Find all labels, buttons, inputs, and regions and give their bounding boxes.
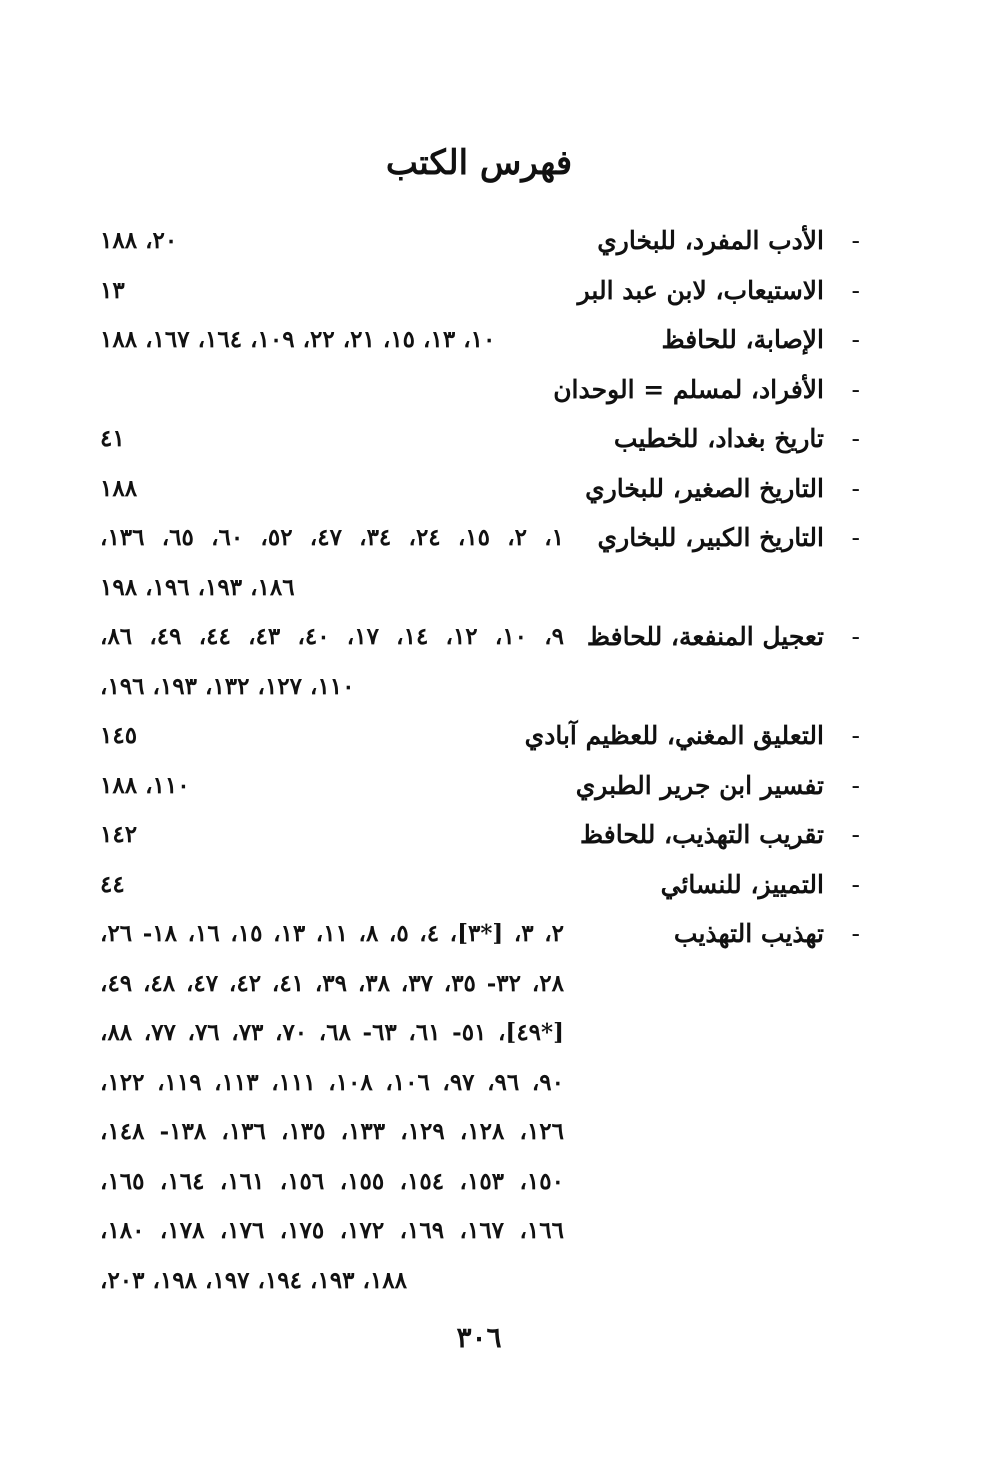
page-references — [100, 909, 564, 1305]
page-reference-line: ١٨٦، ١٩٣، ١٩٦، ١٩٨ — [100, 573, 295, 601]
book-title: الأفراد، لمسلم = الوحدان — [553, 374, 824, 404]
index-entry — [100, 860, 860, 910]
index-entry — [100, 513, 860, 612]
page-reference-line: ٤٤ — [100, 870, 125, 898]
entry-dash: - — [851, 374, 860, 404]
index-entry — [100, 711, 860, 761]
page-reference-line: ١٦٦، ١٦٧، ١٦٩، ١٧٢، ١٧٥، ١٧٦، ١٧٨، ١٨٠، — [100, 1217, 564, 1244]
page-reference-line: ١١٠، ١٢٧، ١٣٢، ١٩٣، ١٩٦، — [100, 672, 355, 700]
page-references — [100, 414, 564, 464]
entry-dash: - — [851, 523, 860, 552]
page-references — [100, 266, 564, 316]
page-reference-line: ١٤٢ — [100, 821, 138, 848]
page-reference-line: ١، ٢، ١٥، ٢٤، ٣٤، ٤٧، ٥٢، ٦٠، ٦٥، ١٣٦، — [100, 524, 565, 551]
page-reference-line: ٢، ٣، [*٣]، ٤، ٥، ٨، ١١، ١٣، ١٥، ١٦، ١٨- ٢٦، — [100, 920, 564, 947]
page-reference-line: ١٣ — [100, 276, 125, 304]
entry-dash: - — [851, 919, 860, 948]
page-references — [100, 711, 564, 761]
book-title: الأدب المفرد، للبخاري — [597, 226, 824, 255]
page-references — [100, 315, 564, 365]
page-reference-line: ٢٠، ١٨٨ — [100, 227, 178, 254]
book-title: تفسير ابن جرير الطبري — [575, 770, 824, 800]
page-reference-line: ١٢٦، ١٢٨، ١٢٩، ١٣٣، ١٣٥، ١٣٦، ١٣٨- ١٤٨، — [100, 1118, 564, 1145]
book-title: التاريخ الكبير، للبخاري — [597, 523, 824, 552]
entry-dash: - — [851, 275, 860, 305]
index-entry — [100, 909, 860, 1305]
page-reference-line: ١٨٨ — [100, 474, 138, 502]
index-entry — [100, 266, 860, 316]
page-references — [100, 860, 564, 910]
page-reference-line: ١٤٥ — [100, 722, 138, 749]
page-reference-line: ٢٨، ٣٢- ٣٥، ٣٧، ٣٨، ٣٩، ٤١، ٤٢، ٤٧، ٤٨، ٤٩، — [100, 969, 564, 997]
book-title: الإصابة، للحافظ — [661, 325, 824, 354]
index-entry — [100, 761, 860, 811]
index-entry — [100, 612, 860, 711]
page-references — [100, 216, 564, 266]
page-references — [100, 810, 564, 860]
page-references — [100, 761, 564, 811]
entry-dash: - — [851, 325, 860, 354]
page-title: فهرس الكتب — [385, 143, 573, 183]
page-references — [100, 464, 564, 514]
book-title: تهذيب التهذيب — [673, 919, 824, 948]
entry-dash: - — [851, 622, 860, 651]
entry-dash: - — [851, 770, 860, 800]
page-reference-line: ١٠، ١٣، ١٥، ٢١، ٢٢، ١٠٩، ١٦٤، ١٦٧، ١٨٨ — [100, 326, 496, 353]
index-entry — [100, 315, 860, 365]
book-title: التعليق المغني، للعظيم آبادي — [524, 721, 824, 750]
book-title: التاريخ الصغير، للبخاري — [585, 473, 824, 503]
entry-dash: - — [851, 424, 860, 453]
page-references — [100, 612, 564, 711]
page-reference-line: ٩، ١٠، ١٢، ١٤، ١٧، ٤٠، ٤٣، ٤٤، ٤٩، ٨٦، — [100, 623, 565, 650]
book-title: الاستيعاب، لابن عبد البر — [577, 275, 824, 305]
page-reference-line: ١٥٠، ١٥٣، ١٥٤، ١٥٥، ١٥٦، ١٦١، ١٦٤، ١٦٥، — [100, 1167, 564, 1195]
book-title: تعجيل المنفعة، للحافظ — [586, 622, 824, 651]
page-reference-line: ١٨٨، ١٩٣، ١٩٤، ١٩٧، ١٩٨، ٢٠٣، — [100, 1266, 407, 1294]
page-reference-line: [*٤٩]، ٥١- ٦١، ٦٣- ٦٨، ٧٠، ٧٣، ٧٦، ٧٧، ٨٨، — [100, 1019, 564, 1046]
page-references-empty — [100, 365, 564, 415]
page-reference-line: ٩٠، ٩٦، ٩٧، ١٠٦، ١٠٨، ١١١، ١١٣، ١١٩، ١٢٢، — [100, 1068, 564, 1096]
index-entry — [100, 365, 860, 415]
book-title: تقريب التهذيب، للحافظ — [580, 820, 824, 849]
index-entries — [100, 216, 860, 1305]
entry-dash: - — [851, 869, 860, 899]
page-references — [100, 513, 564, 612]
entry-dash: - — [851, 721, 860, 750]
index-entry — [100, 810, 860, 860]
entry-dash: - — [851, 473, 860, 503]
index-entry — [100, 464, 860, 514]
entry-dash: - — [851, 226, 860, 255]
page-reference-line: ٤١ — [100, 425, 125, 452]
entry-dash: - — [851, 820, 860, 849]
page-reference-line: ١١٠، ١٨٨ — [100, 771, 190, 799]
page-number: ٣٠٦ — [456, 1321, 502, 1354]
index-entry — [100, 216, 860, 266]
book-title: التمييز، للنسائي — [660, 869, 824, 899]
page-references — [100, 365, 564, 415]
book-title: تاريخ بغداد، للخطيب — [613, 424, 824, 453]
index-entry — [100, 414, 860, 464]
